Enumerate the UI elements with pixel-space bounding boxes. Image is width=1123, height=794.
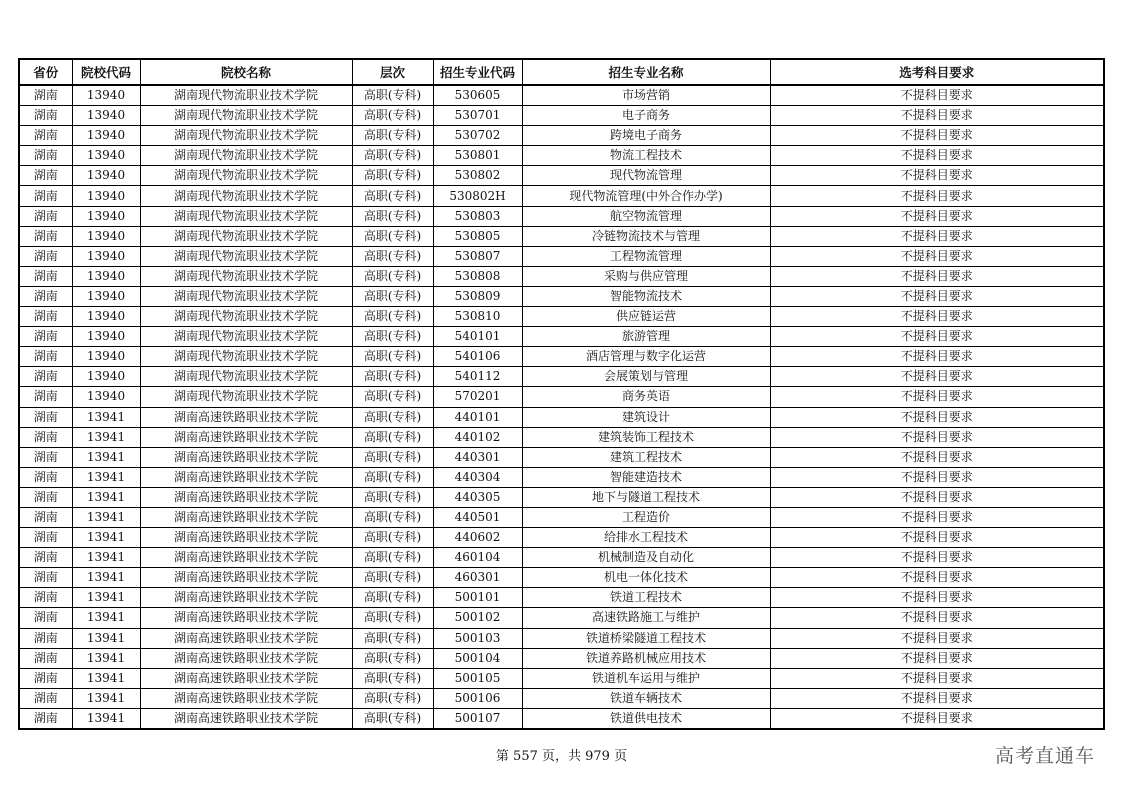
cell-subject-requirement: 不提科目要求 — [770, 266, 1104, 286]
header-school-name: 院校名称 — [140, 59, 352, 85]
cell-school-code: 13941 — [72, 688, 140, 708]
cell-subject-requirement: 不提科目要求 — [770, 206, 1104, 226]
cell-level: 高职(专科) — [352, 146, 433, 166]
cell-major-code: 440305 — [433, 487, 522, 507]
cell-level: 高职(专科) — [352, 327, 433, 347]
cell-school-code: 13941 — [72, 548, 140, 568]
table-row — [19, 487, 1104, 507]
cell-level: 高职(专科) — [352, 407, 433, 427]
cell-major-code: 540106 — [433, 347, 522, 367]
cell-level: 高职(专科) — [352, 568, 433, 588]
cell-school-code: 13941 — [72, 568, 140, 588]
cell-major-name: 物流工程技术 — [522, 146, 770, 166]
cell-level: 高职(专科) — [352, 387, 433, 407]
cell-major-code: 460301 — [433, 568, 522, 588]
cell-school-name: 湖南现代物流职业技术学院 — [140, 146, 352, 166]
cell-level: 高职(专科) — [352, 487, 433, 507]
cell-major-code: 500106 — [433, 688, 522, 708]
cell-subject-requirement: 不提科目要求 — [770, 548, 1104, 568]
cell-major-code: 440102 — [433, 427, 522, 447]
cell-major-code: 500103 — [433, 628, 522, 648]
cell-province: 湖南 — [19, 447, 72, 467]
cell-major-name: 跨境电子商务 — [522, 126, 770, 146]
cell-school-code: 13940 — [72, 327, 140, 347]
cell-major-name: 旅游管理 — [522, 327, 770, 347]
cell-major-name: 工程物流管理 — [522, 246, 770, 266]
cell-school-name: 湖南高速铁路职业技术学院 — [140, 427, 352, 447]
cell-school-name: 湖南高速铁路职业技术学院 — [140, 608, 352, 628]
header-province: 省份 — [19, 59, 72, 85]
header-major-code: 招生专业代码 — [433, 59, 522, 85]
cell-subject-requirement: 不提科目要求 — [770, 528, 1104, 548]
table-row — [19, 387, 1104, 407]
table-row — [19, 246, 1104, 266]
cell-subject-requirement: 不提科目要求 — [770, 126, 1104, 146]
table-row — [19, 206, 1104, 226]
table-row — [19, 628, 1104, 648]
cell-school-name: 湖南现代物流职业技术学院 — [140, 186, 352, 206]
cell-school-code: 13941 — [72, 447, 140, 467]
cell-school-code: 13940 — [72, 367, 140, 387]
cell-subject-requirement: 不提科目要求 — [770, 487, 1104, 507]
cell-province: 湖南 — [19, 387, 72, 407]
cell-school-code: 13940 — [72, 106, 140, 126]
cell-subject-requirement: 不提科目要求 — [770, 226, 1104, 246]
table-row — [19, 347, 1104, 367]
cell-major-code: 500102 — [433, 608, 522, 628]
table-row — [19, 668, 1104, 688]
cell-school-name: 湖南现代物流职业技术学院 — [140, 106, 352, 126]
admission-table — [18, 58, 1105, 730]
table-row — [19, 286, 1104, 306]
cell-province: 湖南 — [19, 487, 72, 507]
cell-major-name: 铁道供电技术 — [522, 708, 770, 729]
cell-major-name: 电子商务 — [522, 106, 770, 126]
cell-province: 湖南 — [19, 568, 72, 588]
cell-major-name: 智能物流技术 — [522, 286, 770, 306]
cell-major-name: 建筑装饰工程技术 — [522, 427, 770, 447]
table-row — [19, 608, 1104, 628]
cell-province: 湖南 — [19, 166, 72, 186]
cell-province: 湖南 — [19, 286, 72, 306]
cell-major-code: 530802H — [433, 186, 522, 206]
cell-school-name: 湖南高速铁路职业技术学院 — [140, 407, 352, 427]
cell-major-code: 500107 — [433, 708, 522, 729]
cell-major-name: 铁道工程技术 — [522, 588, 770, 608]
cell-province: 湖南 — [19, 327, 72, 347]
table-row — [19, 427, 1104, 447]
cell-level: 高职(专科) — [352, 548, 433, 568]
cell-subject-requirement: 不提科目要求 — [770, 186, 1104, 206]
cell-level: 高职(专科) — [352, 367, 433, 387]
page-number: 第 557 页，共 979 页 — [495, 749, 628, 764]
cell-school-name: 湖南现代物流职业技术学院 — [140, 347, 352, 367]
watermark-logo: 高考直通车 — [994, 745, 1095, 767]
cell-school-name: 湖南高速铁路职业技术学院 — [140, 588, 352, 608]
cell-major-name: 铁道机车运用与维护 — [522, 668, 770, 688]
cell-level: 高职(专科) — [352, 226, 433, 246]
cell-subject-requirement: 不提科目要求 — [770, 387, 1104, 407]
cell-level: 高职(专科) — [352, 166, 433, 186]
cell-school-name: 湖南高速铁路职业技术学院 — [140, 467, 352, 487]
cell-level: 高职(专科) — [352, 106, 433, 126]
cell-school-code: 13941 — [72, 407, 140, 427]
cell-school-name: 湖南现代物流职业技术学院 — [140, 126, 352, 146]
cell-subject-requirement: 不提科目要求 — [770, 668, 1104, 688]
header-major-name: 招生专业名称 — [522, 59, 770, 85]
table-body — [19, 85, 1104, 729]
cell-major-name: 建筑设计 — [522, 407, 770, 427]
cell-major-code: 500101 — [433, 588, 522, 608]
cell-level: 高职(专科) — [352, 588, 433, 608]
cell-subject-requirement: 不提科目要求 — [770, 708, 1104, 729]
cell-subject-requirement: 不提科目要求 — [770, 467, 1104, 487]
cell-level: 高职(专科) — [352, 186, 433, 206]
cell-school-name: 湖南高速铁路职业技术学院 — [140, 548, 352, 568]
cell-major-code: 570201 — [433, 387, 522, 407]
cell-province: 湖南 — [19, 628, 72, 648]
cell-school-name: 湖南高速铁路职业技术学院 — [140, 447, 352, 467]
cell-major-code: 440602 — [433, 528, 522, 548]
cell-subject-requirement: 不提科目要求 — [770, 628, 1104, 648]
cell-school-name: 湖南现代物流职业技术学院 — [140, 85, 352, 106]
cell-major-code: 530809 — [433, 286, 522, 306]
cell-school-code: 13940 — [72, 286, 140, 306]
cell-school-code: 13940 — [72, 266, 140, 286]
cell-subject-requirement: 不提科目要求 — [770, 246, 1104, 266]
cell-province: 湖南 — [19, 588, 72, 608]
cell-major-name: 铁道养路机械应用技术 — [522, 648, 770, 668]
cell-major-name: 高速铁路施工与维护 — [522, 608, 770, 628]
cell-province: 湖南 — [19, 708, 72, 729]
table-row — [19, 528, 1104, 548]
cell-subject-requirement: 不提科目要求 — [770, 106, 1104, 126]
cell-province: 湖南 — [19, 206, 72, 226]
cell-subject-requirement: 不提科目要求 — [770, 447, 1104, 467]
header-subject-requirement: 选考科目要求 — [770, 59, 1104, 85]
cell-major-code: 530605 — [433, 85, 522, 106]
cell-level: 高职(专科) — [352, 286, 433, 306]
cell-school-name: 湖南现代物流职业技术学院 — [140, 367, 352, 387]
cell-province: 湖南 — [19, 608, 72, 628]
cell-school-name: 湖南高速铁路职业技术学院 — [140, 708, 352, 729]
cell-school-name: 湖南现代物流职业技术学院 — [140, 246, 352, 266]
cell-province: 湖南 — [19, 347, 72, 367]
cell-province: 湖南 — [19, 85, 72, 106]
cell-level: 高职(专科) — [352, 688, 433, 708]
cell-level: 高职(专科) — [352, 608, 433, 628]
cell-school-code: 13940 — [72, 126, 140, 146]
cell-province: 湖南 — [19, 407, 72, 427]
cell-subject-requirement: 不提科目要求 — [770, 608, 1104, 628]
cell-major-code: 530805 — [433, 226, 522, 246]
header-level: 层次 — [352, 59, 433, 85]
cell-school-name: 湖南现代物流职业技术学院 — [140, 226, 352, 246]
table-header-row — [19, 59, 1104, 85]
cell-province: 湖南 — [19, 648, 72, 668]
cell-major-code: 540112 — [433, 367, 522, 387]
cell-school-name: 湖南现代物流职业技术学院 — [140, 266, 352, 286]
cell-province: 湖南 — [19, 668, 72, 688]
cell-major-name: 会展策划与管理 — [522, 367, 770, 387]
cell-major-name: 航空物流管理 — [522, 206, 770, 226]
cell-major-name: 智能建造技术 — [522, 467, 770, 487]
cell-major-code: 530807 — [433, 246, 522, 266]
cell-level: 高职(专科) — [352, 628, 433, 648]
cell-level: 高职(专科) — [352, 347, 433, 367]
cell-subject-requirement: 不提科目要求 — [770, 286, 1104, 306]
cell-level: 高职(专科) — [352, 85, 433, 106]
cell-subject-requirement: 不提科目要求 — [770, 146, 1104, 166]
table-row — [19, 226, 1104, 246]
cell-subject-requirement: 不提科目要求 — [770, 588, 1104, 608]
table-row — [19, 507, 1104, 527]
cell-major-code: 530701 — [433, 106, 522, 126]
cell-major-name: 商务英语 — [522, 387, 770, 407]
cell-province: 湖南 — [19, 507, 72, 527]
table-row — [19, 367, 1104, 387]
cell-province: 湖南 — [19, 266, 72, 286]
cell-level: 高职(专科) — [352, 266, 433, 286]
cell-level: 高职(专科) — [352, 507, 433, 527]
cell-major-code: 530803 — [433, 206, 522, 226]
table-row — [19, 568, 1104, 588]
cell-subject-requirement: 不提科目要求 — [770, 427, 1104, 447]
table-row — [19, 85, 1104, 106]
cell-school-code: 13941 — [72, 708, 140, 729]
cell-school-code: 13940 — [72, 347, 140, 367]
cell-major-name: 供应链运营 — [522, 307, 770, 327]
cell-major-name: 铁道桥梁隧道工程技术 — [522, 628, 770, 648]
table-row — [19, 106, 1104, 126]
cell-major-code: 440304 — [433, 467, 522, 487]
table-row — [19, 708, 1104, 729]
cell-school-name: 湖南现代物流职业技术学院 — [140, 387, 352, 407]
cell-school-code: 13941 — [72, 608, 140, 628]
cell-school-code: 13941 — [72, 507, 140, 527]
cell-province: 湖南 — [19, 367, 72, 387]
cell-major-code: 440101 — [433, 407, 522, 427]
cell-school-code: 13941 — [72, 668, 140, 688]
cell-subject-requirement: 不提科目要求 — [770, 307, 1104, 327]
cell-level: 高职(专科) — [352, 447, 433, 467]
cell-province: 湖南 — [19, 427, 72, 447]
cell-major-code: 440501 — [433, 507, 522, 527]
cell-level: 高职(专科) — [352, 528, 433, 548]
cell-school-name: 湖南现代物流职业技术学院 — [140, 286, 352, 306]
cell-major-name: 建筑工程技术 — [522, 447, 770, 467]
cell-major-name: 酒店管理与数字化运营 — [522, 347, 770, 367]
cell-school-code: 13941 — [72, 648, 140, 668]
cell-school-code: 13941 — [72, 628, 140, 648]
cell-major-code: 460104 — [433, 548, 522, 568]
cell-major-name: 工程造价 — [522, 507, 770, 527]
cell-subject-requirement: 不提科目要求 — [770, 166, 1104, 186]
cell-major-name: 采购与供应管理 — [522, 266, 770, 286]
cell-major-code: 540101 — [433, 327, 522, 347]
cell-major-code: 440301 — [433, 447, 522, 467]
cell-school-code: 13940 — [72, 307, 140, 327]
cell-major-name: 机电一体化技术 — [522, 568, 770, 588]
table-row — [19, 166, 1104, 186]
table-row — [19, 588, 1104, 608]
table-row — [19, 307, 1104, 327]
cell-major-code: 530808 — [433, 266, 522, 286]
cell-level: 高职(专科) — [352, 206, 433, 226]
header-school-code: 院校代码 — [72, 59, 140, 85]
table-row — [19, 327, 1104, 347]
cell-major-code: 530810 — [433, 307, 522, 327]
table-row — [19, 648, 1104, 668]
cell-major-code: 530801 — [433, 146, 522, 166]
cell-school-name: 湖南高速铁路职业技术学院 — [140, 668, 352, 688]
table-row — [19, 186, 1104, 206]
cell-school-code: 13941 — [72, 588, 140, 608]
cell-province: 湖南 — [19, 246, 72, 266]
cell-subject-requirement: 不提科目要求 — [770, 347, 1104, 367]
cell-province: 湖南 — [19, 548, 72, 568]
cell-school-code: 13941 — [72, 467, 140, 487]
cell-school-code: 13940 — [72, 146, 140, 166]
cell-level: 高职(专科) — [352, 126, 433, 146]
cell-school-name: 湖南高速铁路职业技术学院 — [140, 688, 352, 708]
cell-province: 湖南 — [19, 126, 72, 146]
cell-level: 高职(专科) — [352, 668, 433, 688]
cell-major-name: 市场营销 — [522, 85, 770, 106]
cell-subject-requirement: 不提科目要求 — [770, 688, 1104, 708]
cell-school-name: 湖南高速铁路职业技术学院 — [140, 628, 352, 648]
cell-province: 湖南 — [19, 146, 72, 166]
cell-subject-requirement: 不提科目要求 — [770, 648, 1104, 668]
table-row — [19, 447, 1104, 467]
cell-province: 湖南 — [19, 688, 72, 708]
cell-subject-requirement: 不提科目要求 — [770, 568, 1104, 588]
cell-school-code: 13941 — [72, 528, 140, 548]
table-row — [19, 146, 1104, 166]
table-row — [19, 266, 1104, 286]
cell-subject-requirement: 不提科目要求 — [770, 507, 1104, 527]
table-row — [19, 467, 1104, 487]
cell-school-name: 湖南现代物流职业技术学院 — [140, 166, 352, 186]
cell-major-name: 给排水工程技术 — [522, 528, 770, 548]
cell-school-code: 13940 — [72, 246, 140, 266]
cell-province: 湖南 — [19, 467, 72, 487]
cell-major-name: 地下与隧道工程技术 — [522, 487, 770, 507]
cell-province: 湖南 — [19, 186, 72, 206]
cell-major-name: 冷链物流技术与管理 — [522, 226, 770, 246]
cell-major-name: 机械制造及自动化 — [522, 548, 770, 568]
cell-school-code: 13940 — [72, 206, 140, 226]
cell-school-name: 湖南现代物流职业技术学院 — [140, 206, 352, 226]
cell-province: 湖南 — [19, 528, 72, 548]
cell-level: 高职(专科) — [352, 708, 433, 729]
cell-school-code: 13940 — [72, 186, 140, 206]
cell-province: 湖南 — [19, 307, 72, 327]
cell-school-name: 湖南现代物流职业技术学院 — [140, 307, 352, 327]
cell-major-code: 500105 — [433, 668, 522, 688]
cell-school-name: 湖南高速铁路职业技术学院 — [140, 648, 352, 668]
cell-major-code: 500104 — [433, 648, 522, 668]
cell-major-code: 530802 — [433, 166, 522, 186]
cell-major-name: 现代物流管理 — [522, 166, 770, 186]
cell-province: 湖南 — [19, 106, 72, 126]
cell-school-name: 湖南高速铁路职业技术学院 — [140, 507, 352, 527]
cell-school-name: 湖南高速铁路职业技术学院 — [140, 568, 352, 588]
cell-level: 高职(专科) — [352, 648, 433, 668]
cell-subject-requirement: 不提科目要求 — [770, 85, 1104, 106]
cell-school-code: 13940 — [72, 166, 140, 186]
cell-school-code: 13941 — [72, 487, 140, 507]
cell-level: 高职(专科) — [352, 307, 433, 327]
cell-major-name: 现代物流管理(中外合作办学) — [522, 186, 770, 206]
cell-subject-requirement: 不提科目要求 — [770, 367, 1104, 387]
cell-school-code: 13941 — [72, 427, 140, 447]
cell-major-code: 530702 — [433, 126, 522, 146]
table-row — [19, 688, 1104, 708]
cell-school-code: 13940 — [72, 226, 140, 246]
cell-school-code: 13940 — [72, 85, 140, 106]
cell-level: 高职(专科) — [352, 246, 433, 266]
cell-level: 高职(专科) — [352, 427, 433, 447]
table-row — [19, 407, 1104, 427]
page-footer — [0, 745, 1123, 764]
cell-major-name: 铁道车辆技术 — [522, 688, 770, 708]
cell-school-name: 湖南高速铁路职业技术学院 — [140, 487, 352, 507]
cell-province: 湖南 — [19, 226, 72, 246]
cell-subject-requirement: 不提科目要求 — [770, 407, 1104, 427]
cell-school-code: 13940 — [72, 387, 140, 407]
cell-school-name: 湖南高速铁路职业技术学院 — [140, 528, 352, 548]
cell-level: 高职(专科) — [352, 467, 433, 487]
cell-subject-requirement: 不提科目要求 — [770, 327, 1104, 347]
table-row — [19, 548, 1104, 568]
cell-school-name: 湖南现代物流职业技术学院 — [140, 327, 352, 347]
table-row — [19, 126, 1104, 146]
